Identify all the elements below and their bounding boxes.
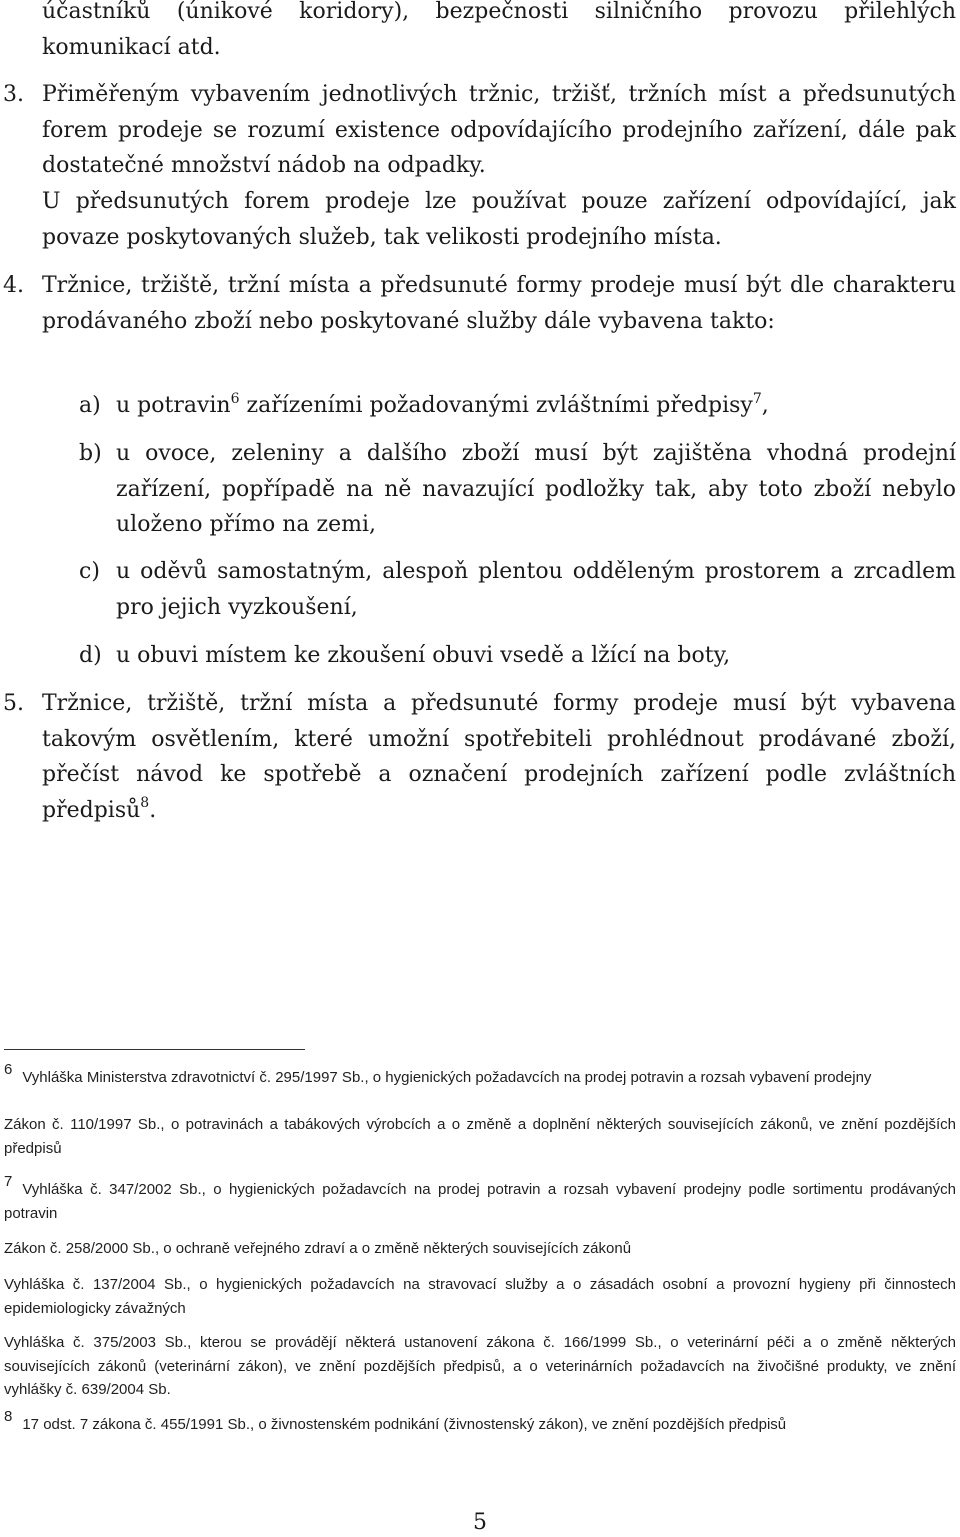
list-item-label: b) [79, 441, 102, 466]
footnote-7-law-258 [4, 1237, 956, 1261]
footnote-text: Vyhláška č. 347/2002 Sb., o hygienických požadavcích na prodej potravin a rozsah vybavení prodejny podle sortimentu prodávaných potravin [4, 1181, 956, 1222]
paragraph-5 [3, 686, 956, 828]
paragraph-4-text: Tržnice, tržiště, tržní místa a předsunuté formy prodeje musí být dle charakteru prodávaného zboží nebo poskytované služby dále vybavena takto: [42, 273, 956, 334]
footnote-7-decree-375 [4, 1331, 956, 1402]
list-item-label: c) [79, 559, 100, 584]
paragraph-4 [3, 268, 956, 339]
footnote-8 [4, 1408, 956, 1437]
footnote-text: Vyhláška Ministerstva zdravotnictví č. 295/1997 Sb., o hygienických požadavcích na prodej potravin a rozsah vybavení prodejny [22, 1069, 872, 1086]
footnote-marker: 7 [4, 1173, 13, 1190]
footnote-text: 17 odst. 7 zákona č. 455/1991 Sb., o živnostenském podnikání (živnostenský zákon), ve znění pozdějších předpisů [22, 1416, 787, 1433]
list-item-text: u ovoce, zeleniny a dalšího zboží musí být zajištěna vhodná prodejní zařízení, popřípadě na ně navazující podložky tak, aby toto zboží nebylo uloženo přímo na zemi, [116, 441, 956, 537]
paragraph-3 [3, 77, 956, 184]
footnote-text: Zákon č. 110/1997 Sb., o potravinách a tabákových výrobcích a o změně a doplnění některých souvisejících zákonů, ve znění pozdějších předpisů [4, 1116, 956, 1157]
paragraph-3-continued [42, 184, 956, 255]
list-item-text: u obuvi místem ke zkoušení obuvi vsedě a lžící na boty, [116, 643, 731, 668]
footnote-ref-6[interactable]: 6 [230, 390, 240, 407]
paragraph-3-number: 3. [3, 82, 24, 107]
list-item-d [79, 638, 956, 674]
footnote-6 [4, 1061, 956, 1090]
continuation-text: účastníků (únikové koridory), bezpečnosti silničního provozu přilehlých komunikací atd. [42, 0, 956, 60]
paragraph-5-text: Tržnice, tržiště, tržní místa a předsunuté formy prodeje musí být vybavena takovým osvětlením, které umožní spotřebiteli prohlédnout prodávané zboží, přečíst návod ke spotřebě a označení prodejních zařízení podle zvláštních předpisů [42, 691, 956, 823]
list-item-text: , [761, 393, 769, 418]
footnote-text: Zákon č. 258/2000 Sb., o ochraně veřejného zdraví a o změně některých souvisejících zákonů [4, 1240, 632, 1257]
continuation-paragraph [42, 0, 956, 65]
footnote-7 [4, 1173, 956, 1225]
page-number: 5 [473, 1510, 487, 1535]
paragraph-3-text-2: U předsunutých forem prodeje lze používat pouze zařízení odpovídající, jak povaze poskytovaných služeb, tak velikosti prodejního místa. [42, 189, 956, 250]
list-item-c [79, 554, 956, 625]
list-item-text: zařízeními požadovanými zvláštními předpisy [239, 393, 753, 418]
list-item-text: u oděvů samostatným, alespoň plentou odděleným prostorem a zrcadlem pro jejich vyzkoušení, [116, 559, 956, 620]
footnote-ref-8[interactable]: 8 [140, 795, 150, 812]
list-item-a [79, 388, 956, 424]
list-item-label: d) [79, 643, 102, 668]
footnote-6-continued [4, 1113, 956, 1160]
list-item-label: a) [79, 393, 101, 418]
list-item-text: u potravin [116, 393, 231, 418]
footnote-separator [4, 1049, 305, 1050]
paragraph-5-end: . [149, 797, 157, 823]
footnote-marker: 6 [4, 1061, 13, 1078]
footnote-text: Vyhláška č. 137/2004 Sb., o hygienických požadavcích na stravovací služby a o zásadách osobní a provozní hygieny při činnostech epidemiologicky závažných [4, 1276, 956, 1317]
paragraph-3-text: Přiměřeným vybavením jednotlivých tržnic, tržišť, tržních míst a předsunutých forem prodeje se rozumí existence odpovídajícího prodejního zařízení, dále pak dostatečné množství nádob na odpadky. [42, 82, 956, 178]
footnote-text: Vyhláška č. 375/2003 Sb., kterou se provádějí některá ustanovení zákona č. 166/1999 Sb., o veterinární péči a o změně některých souvisejících zákonů (veterinární zákon), ve znění pozdějších předpisů, a o veterinárních požadavcích na živočišné produkty, ve znění vyhlášky č. 639/2004 Sb. [4, 1334, 956, 1398]
footnote-marker: 8 [4, 1408, 13, 1425]
paragraph-5-number: 5. [3, 691, 24, 716]
list-item-b [79, 436, 956, 543]
footnote-ref-7[interactable]: 7 [752, 390, 762, 407]
footnote-7-decree-137 [4, 1273, 956, 1320]
paragraph-4-number: 4. [3, 273, 24, 298]
